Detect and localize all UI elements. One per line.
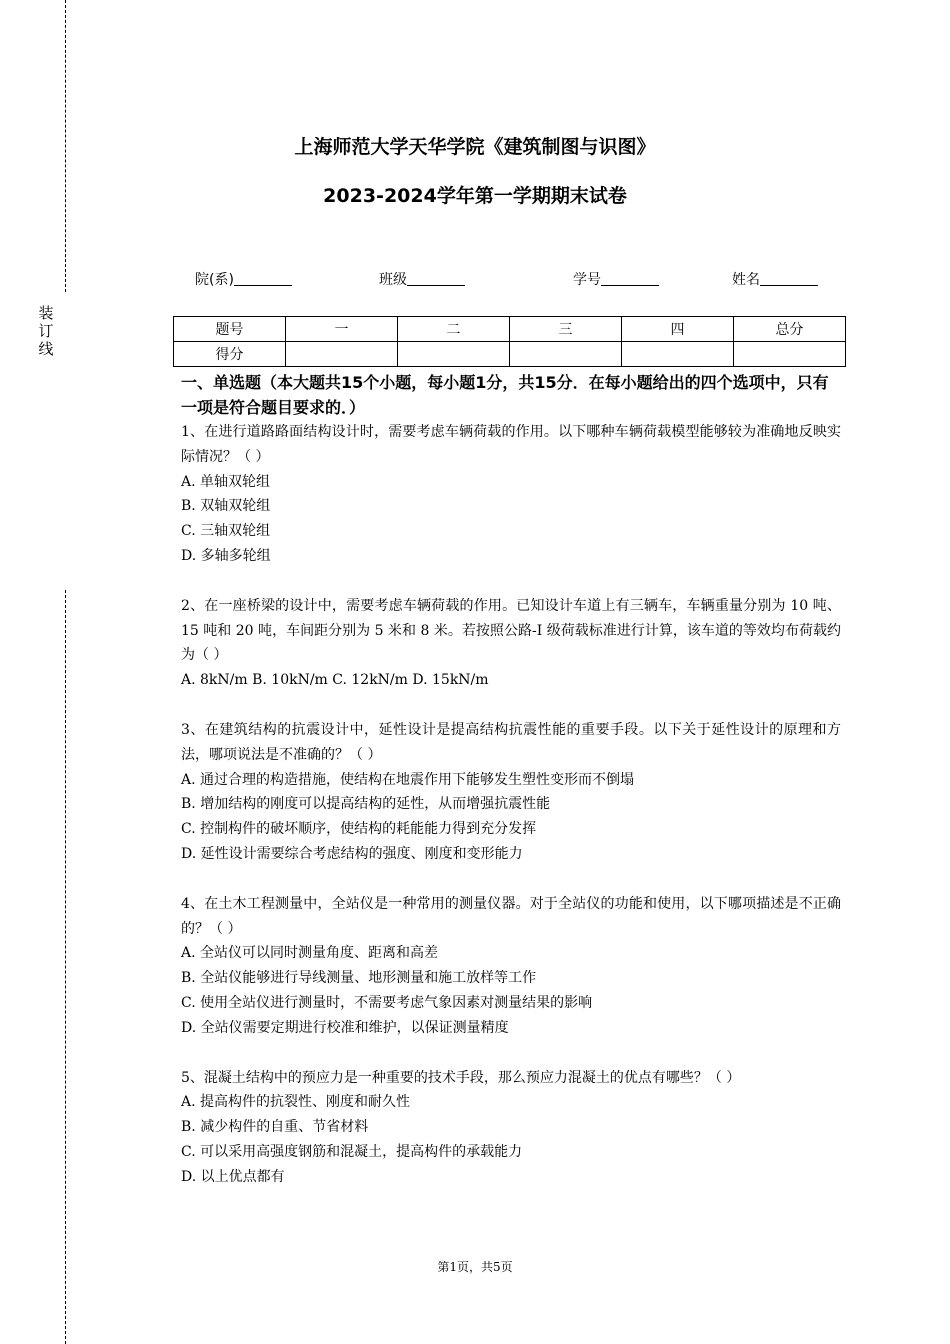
score-row-label: 得分 [174, 342, 286, 367]
score-table [173, 316, 846, 367]
question-option: A. 提高构件的抗裂性、刚度和耐久性 [181, 1094, 411, 1111]
page-number: 第1页，共5页 [437, 1260, 513, 1274]
name-blank[interactable] [760, 271, 818, 286]
spacer [181, 867, 841, 892]
question-option: B. 减少构件的自重、节省材料 [181, 1119, 369, 1136]
student-id-label: 学号 [573, 272, 601, 288]
question-stem: 3、在建筑结构的抗震设计中，延性设计是提高结构抗震性能的重要手段。以下关于延性设计的原理和方法，哪项说法是不准确的？（ ） [181, 721, 841, 763]
question-option: B. 全站仪能够进行导线测量、地形测量和施工放样等工作 [181, 970, 537, 987]
class-label: 班级 [379, 272, 407, 288]
class-blank[interactable] [407, 271, 465, 286]
question-stem: 4、在土木工程测量中，全站仪是一种常用的测量仪器。对于全站仪的功能和使用，以下哪项描述是不正确的？（ ） [181, 895, 841, 937]
question-option: D. 全站仪需要定期进行校准和维护，以保证测量精度 [181, 1019, 509, 1036]
score-cell[interactable] [398, 342, 510, 367]
score-table-header-cell: 四 [622, 317, 734, 342]
question-2 [181, 594, 841, 693]
question-4 [181, 892, 841, 1041]
score-table-header-cell: 二 [398, 317, 510, 342]
exam-content [181, 370, 841, 1190]
score-cell[interactable] [622, 342, 734, 367]
spacer [181, 693, 841, 718]
score-table-score-row [174, 342, 846, 367]
question-stem: 2、在一座桥梁的设计中，需要考虑车辆荷载的作用。已知设计车道上有三辆车，车辆重量分别为 10 吨、15 吨和 20 吨，车间距分别为 5 米和 8 米。若按照公路-I 级荷载标准进行计算，该车道的等效均布荷载约为（ ） [181, 597, 841, 664]
question-option: D. 以上优点都有 [181, 1168, 285, 1185]
score-table-header-cell: 题号 [174, 317, 286, 342]
question-option: C. 控制构件的破坏顺序，使结构的耗能能力得到充分发挥 [181, 821, 537, 838]
score-cell[interactable] [510, 342, 622, 367]
question-option: B. 双轴双轮组 [181, 498, 271, 515]
question-stem: 5、混凝土结构中的预应力是一种重要的技术手段，那么预应力混凝土的优点有哪些？（ ） [181, 1069, 741, 1086]
name-field [732, 269, 818, 289]
binding-char: 线 [38, 340, 54, 358]
spacer [181, 1041, 841, 1066]
question-option: D. 延性设计需要综合考虑结构的强度、刚度和变形能力 [181, 845, 523, 862]
score-cell[interactable] [734, 342, 846, 367]
question-option: D. 多轴多轮组 [181, 547, 271, 564]
college-field [195, 269, 292, 289]
question-1 [181, 420, 841, 569]
question-3 [181, 718, 841, 867]
score-table-header-cell: 总分 [734, 317, 846, 342]
spacer [181, 569, 841, 594]
student-id-blank[interactable] [601, 271, 659, 286]
score-table-header-cell: 三 [510, 317, 622, 342]
question-5 [181, 1066, 841, 1190]
score-table-header-cell: 一 [286, 317, 398, 342]
binding-char: 装 [38, 304, 54, 322]
question-option: A. 8kN/m B. 10kN/m C. 12kN/m D. 15kN/m [181, 672, 489, 689]
binding-label [36, 304, 56, 358]
exam-title: 上海师范大学天华学院《建筑制图与识图》 [294, 136, 656, 158]
class-field [379, 269, 465, 289]
college-blank[interactable] [234, 271, 292, 286]
question-option: B. 增加结构的刚度可以提高结构的延性，从而增强抗震性能 [181, 796, 551, 813]
binding-line-bottom [65, 590, 66, 1344]
question-option: C. 三轴双轮组 [181, 523, 271, 540]
name-label: 姓名 [732, 272, 760, 288]
question-option: A. 通过合理的构造措施，使结构在地震作用下能够发生塑性变形而不倒塌 [181, 771, 635, 788]
score-cell[interactable] [286, 342, 398, 367]
student-info-row [195, 269, 835, 291]
question-stem: 1、在进行道路路面结构设计时，需要考虑车辆荷载的作用。以下哪种车辆荷载模型能够较为准确地反映实际情况？（ ） [181, 424, 841, 465]
question-option: A. 单轴双轮组 [181, 473, 271, 490]
question-option: C. 使用全站仪进行测量时，不需要考虑气象因素对测量结果的影响 [181, 994, 593, 1011]
section-title: 一、单选题（本大题共15个小题，每小题1分，共15分．在每小题给出的四个选项中，只有一项是符合题目要求的．） [181, 373, 829, 417]
binding-char: 订 [38, 322, 54, 340]
student-id-field [573, 269, 659, 289]
score-table-header-row [174, 317, 846, 342]
question-option: C. 可以采用高强度钢筋和混凝土，提高构件的承载能力 [181, 1143, 523, 1160]
college-label: 院(系) [195, 272, 234, 288]
exam-subtitle: 2023-2024学年第一学期期末试卷 [323, 185, 627, 207]
question-option: A. 全站仪可以同时测量角度、距离和高差 [181, 945, 439, 962]
